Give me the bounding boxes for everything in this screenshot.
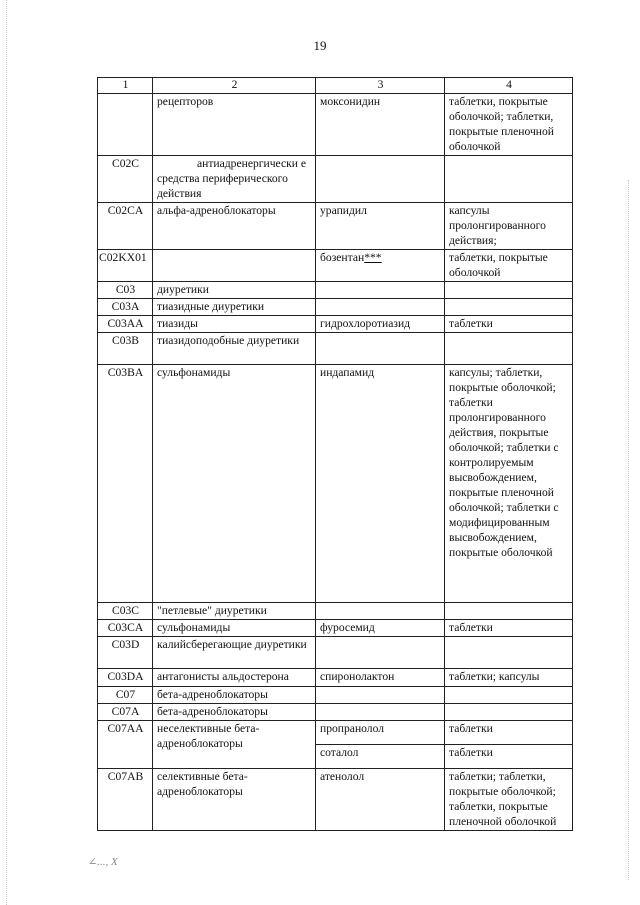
drug-cell: [316, 299, 445, 316]
table-row: [98, 203, 573, 250]
group-cell: селективные бета-адреноблокаторы: [153, 769, 316, 831]
form-cell: капсулы пролонгированного действия;: [445, 203, 573, 250]
group-cell: [153, 250, 316, 282]
group-cell: рецепторов: [153, 94, 316, 156]
drug-cell: фуросемид: [316, 620, 445, 637]
atc-code-cell: C07AA: [98, 721, 153, 769]
page-number: 19: [313, 38, 327, 53]
table-row: [98, 94, 573, 156]
form-cell: таблетки; капсулы: [445, 669, 573, 687]
form-cell: таблетки: [445, 721, 573, 745]
right-scan-edge: [628, 180, 630, 880]
table-row: [98, 282, 573, 299]
table-row: [98, 769, 573, 831]
drug-table: [97, 77, 573, 831]
form-cell: таблетки: [445, 620, 573, 637]
table-row: [98, 333, 573, 365]
atc-code-cell: C03CA: [98, 620, 153, 637]
form-cell: таблетки: [445, 745, 573, 769]
table-row: [98, 365, 573, 603]
form-cell: [445, 156, 573, 203]
table-row: [98, 669, 573, 687]
table-row: [98, 603, 573, 620]
form-cell: [445, 704, 573, 721]
table-header-row: [98, 78, 573, 94]
drug-cell: [316, 603, 445, 620]
group-cell: тиазидоподобные диуретики: [153, 333, 316, 365]
drug-cell: урапидил: [316, 203, 445, 250]
form-cell: [445, 637, 573, 669]
atc-code-cell: C03DA: [98, 669, 153, 687]
form-cell: таблетки, покрытые оболочкой: [445, 250, 573, 282]
atc-code-cell: C03D: [98, 637, 153, 669]
drug-cell: [316, 333, 445, 365]
group-cell: антагонисты альдостерона: [153, 669, 316, 687]
table-row: [98, 721, 573, 745]
group-text: антиадренергически е средства периферического действия: [157, 157, 307, 200]
form-cell: таблетки; таблетки, покрытые оболочкой; таблетки, покрытые пленочной оболочкой: [445, 769, 573, 831]
atc-code-cell: C07A: [98, 704, 153, 721]
atc-code-cell: C03B: [98, 333, 153, 365]
atc-code-cell: C03BA: [98, 365, 153, 603]
table-row: [98, 687, 573, 704]
drug-cell: [316, 687, 445, 704]
table-row: [98, 316, 573, 333]
table-row: [98, 637, 573, 669]
left-scan-edge: [6, 0, 8, 905]
drug-cell: спиронолактон: [316, 669, 445, 687]
form-cell: [445, 299, 573, 316]
drug-cell: [316, 156, 445, 203]
drug-cell: моксонидин: [316, 94, 445, 156]
drug-cell: [316, 250, 445, 282]
table-row: [98, 620, 573, 637]
atc-code-cell: C03C: [98, 603, 153, 620]
drug-cell: пропранолол: [316, 721, 445, 745]
group-cell: альфа-адреноблокаторы: [153, 203, 316, 250]
drug-cell: индапамид: [316, 365, 445, 603]
drug-cell: гидрохлоротиазид: [316, 316, 445, 333]
drug-footnote-mark: ***: [364, 251, 382, 264]
atc-code-cell: [98, 94, 153, 156]
table-row: [98, 156, 573, 203]
form-cell: таблетки: [445, 316, 573, 333]
column-header: 3: [316, 78, 445, 94]
atc-code-cell: C03A: [98, 299, 153, 316]
table-row: [98, 250, 573, 282]
group-cell: калийсберегающие диуретики: [153, 637, 316, 669]
drug-name: бозентан: [320, 251, 365, 264]
table-row: [98, 704, 573, 721]
form-cell: [445, 687, 573, 704]
group-cell: неселективные бета-адреноблокаторы: [153, 721, 316, 769]
form-cell: капсулы; таблетки, покрытые оболочкой; таблетки пролонгированного действия, покрытые оболочкой; таблетки с контролируемым высвобождением, покрытые пленочной оболочкой; таблетки с модифицированным высвобождением, покрытые оболочкой: [445, 365, 573, 603]
column-header: 4: [445, 78, 573, 94]
drug-cell: [316, 637, 445, 669]
group-cell: тиазидные диуретики: [153, 299, 316, 316]
atc-code-cell: C07: [98, 687, 153, 704]
group-cell: тиазиды: [153, 316, 316, 333]
drug-cell: атенолол: [316, 769, 445, 831]
scan-marks: ∠..., X: [88, 856, 118, 868]
form-cell: [445, 603, 573, 620]
atc-code-cell: C02CA: [98, 203, 153, 250]
atc-code-cell: C03: [98, 282, 153, 299]
atc-code-cell: C07AB: [98, 769, 153, 831]
atc-code-cell: C03AA: [98, 316, 153, 333]
group-cell: [153, 156, 316, 203]
group-cell: сульфонамиды: [153, 620, 316, 637]
atc-code-cell: C02C: [98, 156, 153, 203]
group-cell: диуретики: [153, 282, 316, 299]
atc-code-cell: C02KX01: [98, 250, 153, 282]
form-cell: [445, 333, 573, 365]
form-cell: [445, 282, 573, 299]
column-header: 1: [98, 78, 153, 94]
drug-cell: соталол: [316, 745, 445, 769]
group-cell: "петлевые" диуретики: [153, 603, 316, 620]
column-header: 2: [153, 78, 316, 94]
table-row: [98, 299, 573, 316]
group-cell: бета-адреноблокаторы: [153, 704, 316, 721]
drug-cell: [316, 704, 445, 721]
group-cell: сульфонамиды: [153, 365, 316, 603]
form-cell: таблетки, покрытые оболочкой; таблетки, покрытые пленочной оболочкой: [445, 94, 573, 156]
drug-cell: [316, 282, 445, 299]
group-cell: бета-адреноблокаторы: [153, 687, 316, 704]
